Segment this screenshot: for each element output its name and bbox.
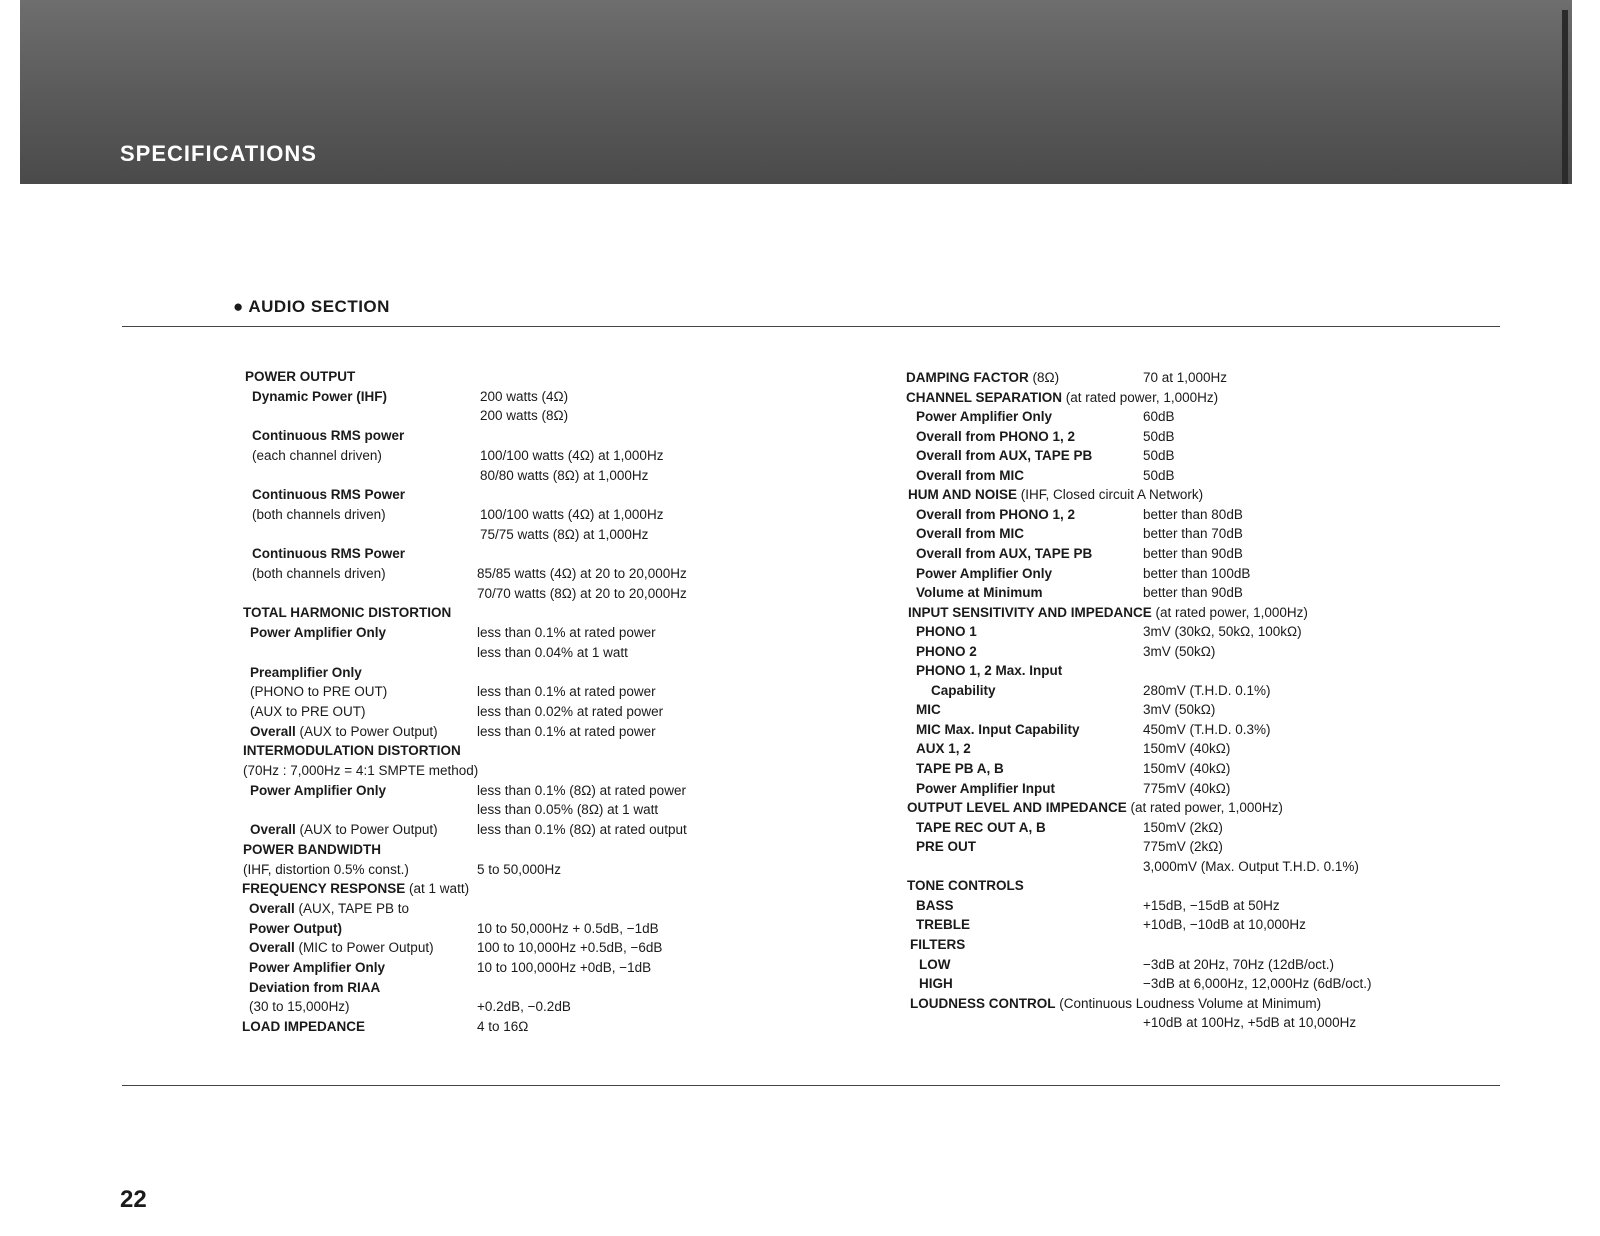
- spec-label-text: Overall from PHONO 1, 2: [916, 506, 1076, 522]
- spec-label-text: (IHF, distortion 0.5% const.): [243, 861, 409, 877]
- spec-value: 150mV (2kΩ): [1143, 819, 1223, 835]
- spec-value: −3dB at 6,000Hz, 12,000Hz (6dB/oct.): [1143, 976, 1372, 992]
- spec-value: less than 0.1% at rated power: [477, 684, 656, 700]
- spec-value: better than 70dB: [1143, 526, 1243, 542]
- spec-value: 60dB: [1143, 409, 1175, 425]
- spec-value: 775mV (2kΩ): [1143, 839, 1223, 855]
- bottom-divider: [122, 1085, 1500, 1086]
- spec-label-qualifier: (at rated power, 1,000Hz): [1151, 604, 1308, 620]
- spec-label: [907, 800, 1283, 815]
- spec-label: [243, 842, 381, 857]
- spec-label-text: Volume at Minimum: [916, 585, 1043, 601]
- spec-label: [916, 448, 1092, 463]
- spec-label-text: TAPE PB A, B: [916, 761, 1004, 776]
- spec-label: [249, 921, 342, 936]
- spec-label-text: OUTPUT LEVEL AND IMPEDANCE: [907, 800, 1127, 816]
- spec-value: 200 watts (4Ω): [480, 388, 569, 404]
- spec-label-qualifier: (Continuous Loudness Volume at Minimum): [1055, 995, 1322, 1011]
- spec-label-text: PHONO 2: [916, 643, 977, 659]
- spec-value: 50dB: [1143, 448, 1175, 464]
- spec-label: [916, 585, 1043, 600]
- spec-value: less than 0.02% at rated power: [477, 703, 664, 719]
- spec-label-text: LOUDNESS CONTROL: [910, 995, 1056, 1011]
- spec-label-text: (30 to 15,000Hz): [249, 999, 350, 1015]
- spec-label-text: MIC: [916, 702, 941, 718]
- spec-label: [908, 605, 1308, 620]
- spec-label: [907, 878, 1024, 893]
- spec-label-text: Continuous RMS Power: [252, 487, 405, 503]
- spec-value: +10dB at 100Hz, +5dB at 10,000Hz: [1143, 1015, 1357, 1031]
- spec-label-text: Continuous RMS Power: [252, 546, 405, 562]
- spec-label-text: HIGH: [919, 976, 953, 992]
- spec-label-text: Overall from AUX, TAPE PB: [916, 448, 1093, 464]
- spec-label: [242, 881, 469, 896]
- spec-label: [916, 468, 1024, 483]
- spec-value: 3mV (50kΩ): [1143, 702, 1216, 718]
- spec-label: [908, 487, 1203, 502]
- spec-value: 150mV (40kΩ): [1143, 741, 1231, 757]
- spec-label-text: Preamplifier Only: [250, 664, 362, 680]
- spec-label: [916, 781, 1055, 796]
- spec-value: +15dB, −15dB at 50Hz: [1143, 897, 1280, 913]
- spec-value: 100/100 watts (4Ω) at 1,000Hz: [480, 506, 664, 522]
- spec-label-text: POWER OUTPUT: [245, 369, 356, 384]
- spec-label-qualifier: (AUX, TAPE PB to: [294, 900, 410, 916]
- spec-value: 150mV (40kΩ): [1143, 761, 1231, 776]
- spec-label-qualifier: (at 1 watt): [405, 881, 470, 897]
- spec-label-text: DAMPING FACTOR: [906, 370, 1029, 385]
- spec-label-text: (both channels driven): [252, 566, 386, 581]
- spec-value: less than 0.1% (8Ω) at rated output: [477, 822, 687, 838]
- spec-label-text: Power Amplifier Only: [916, 409, 1053, 425]
- spec-label: [249, 960, 385, 975]
- spec-label-text: Overall from MIC: [916, 526, 1025, 542]
- spec-label-text: Capability: [931, 682, 996, 698]
- spec-label: [910, 937, 965, 952]
- spec-label-text: POWER BANDWIDTH: [243, 841, 381, 857]
- spec-label-text: Overall: [250, 723, 296, 739]
- spec-label-text: Overall from PHONO 1, 2: [916, 428, 1076, 444]
- spec-label: [916, 663, 1062, 678]
- spec-value: 85/85 watts (4Ω) at 20 to 20,000Hz: [477, 566, 687, 581]
- spec-value: 50dB: [1143, 467, 1175, 483]
- spec-label: [916, 917, 970, 932]
- spec-label-text: PHONO 1, 2 Max. Input: [916, 663, 1063, 679]
- spec-label-text: (70Hz : 7,000Hz = 4:1 SMPTE method): [243, 763, 479, 778]
- spec-value: better than 80dB: [1143, 506, 1243, 522]
- spec-label: [252, 507, 386, 522]
- spec-label: [242, 1019, 365, 1034]
- spec-label: [916, 839, 976, 854]
- spec-label: [249, 940, 434, 955]
- spec-label-text: Power Amplifier Input: [916, 780, 1056, 796]
- page-title: SPECIFICATIONS: [120, 141, 317, 166]
- spec-label-text: Overall: [249, 900, 295, 916]
- spec-label: [252, 389, 387, 404]
- spec-label-text: Deviation from RIAA: [249, 979, 381, 995]
- spec-label: [916, 546, 1092, 561]
- spec-label: [916, 741, 971, 756]
- banner-edge-shadow: [1562, 10, 1568, 184]
- spec-value: 100 to 10,000Hz +0.5dB, −6dB: [477, 940, 663, 956]
- spec-value: better than 100dB: [1143, 565, 1251, 581]
- spec-label-text: MIC Max. Input Capability: [916, 721, 1080, 737]
- spec-label-qualifier: (8Ω): [1028, 370, 1060, 385]
- spec-label: [249, 999, 350, 1014]
- spec-label-text: Overall from AUX, TAPE PB: [916, 545, 1093, 561]
- spec-label-text: BASS: [916, 897, 954, 913]
- spec-label-text: TAPE REC OUT A, B: [916, 819, 1046, 835]
- spec-label-text: Overall: [250, 822, 296, 838]
- spec-value: less than 0.04% at 1 watt: [477, 644, 628, 660]
- spec-label-text: LOW: [919, 956, 951, 972]
- spec-label: [243, 763, 478, 778]
- top-divider: [122, 326, 1500, 327]
- spec-value: better than 90dB: [1143, 545, 1243, 561]
- spec-value: less than 0.05% (8Ω) at 1 watt: [477, 802, 659, 818]
- spec-label-text: Dynamic Power (IHF): [252, 388, 388, 404]
- spec-value: less than 0.1% at rated power: [477, 723, 656, 739]
- spec-label: [916, 644, 977, 659]
- spec-label: [919, 957, 951, 972]
- spec-label-text: AUX 1, 2: [916, 741, 971, 757]
- spec-label: [249, 980, 380, 995]
- spec-value: 75/75 watts (8Ω) at 1,000Hz: [480, 526, 649, 542]
- spec-label: [250, 724, 438, 739]
- spec-value: less than 0.1% at rated power: [477, 625, 656, 641]
- spec-label: [916, 624, 977, 639]
- spec-label: [245, 369, 355, 384]
- spec-value: 100/100 watts (4Ω) at 1,000Hz: [480, 447, 664, 463]
- spec-label-text: Continuous RMS power: [252, 428, 405, 444]
- spec-label: [249, 901, 409, 916]
- spec-label-text: Power Amplifier Only: [250, 782, 387, 798]
- spec-label: [916, 409, 1052, 424]
- spec-value: +10dB, −10dB at 10,000Hz: [1143, 917, 1306, 933]
- spec-label: [250, 783, 386, 798]
- spec-label: [243, 743, 461, 758]
- spec-value: 3mV (30kΩ, 50kΩ, 100kΩ): [1143, 624, 1302, 640]
- spec-value: better than 90dB: [1143, 585, 1243, 601]
- spec-label: [252, 487, 405, 502]
- spec-label-text: PHONO 1: [916, 624, 977, 640]
- spec-label: [243, 605, 451, 620]
- spec-value: 50dB: [1143, 428, 1175, 444]
- spec-label-text: TONE CONTROLS: [907, 878, 1024, 894]
- spec-label: [916, 820, 1046, 835]
- section-heading: ● AUDIO SECTION: [233, 297, 390, 316]
- spec-label: [250, 704, 366, 719]
- spec-label: [919, 976, 953, 991]
- spec-label-qualifier: (AUX to Power Output): [295, 822, 438, 838]
- spec-value: 70/70 watts (8Ω) at 20 to 20,000Hz: [477, 585, 687, 601]
- spec-label: [916, 761, 1004, 776]
- spec-label-qualifier: (AUX to Power Output): [295, 723, 438, 739]
- spec-label-text: INTERMODULATION DISTORTION: [243, 743, 461, 759]
- spec-label-text: HUM AND NOISE: [908, 487, 1018, 503]
- spec-label: [916, 722, 1080, 737]
- spec-value: 80/80 watts (8Ω) at 1,000Hz: [480, 467, 649, 483]
- spec-label-text: (both channels driven): [252, 506, 386, 522]
- spec-label: [916, 526, 1024, 541]
- spec-value: 70 at 1,000Hz: [1143, 370, 1228, 385]
- spec-label: [931, 683, 996, 698]
- spec-label: [906, 370, 1059, 385]
- spec-label: [910, 996, 1321, 1011]
- spec-label: [916, 429, 1075, 444]
- spec-label: [250, 684, 387, 699]
- spec-value: 10 to 100,000Hz +0dB, −1dB: [477, 960, 652, 975]
- spec-label-text: INPUT SENSITIVITY AND IMPEDANCE: [908, 604, 1152, 620]
- spec-label-text: Power Amplifier Only: [916, 565, 1053, 581]
- page-number: 22: [120, 1186, 147, 1213]
- spec-value: 5 to 50,000Hz: [477, 861, 562, 877]
- spec-label-text: CHANNEL SEPARATION: [906, 389, 1063, 405]
- spec-label-text: Power Output): [249, 920, 342, 936]
- spec-label: [916, 507, 1075, 522]
- spec-label-text: FREQUENCY RESPONSE: [242, 881, 406, 897]
- spec-label: [906, 390, 1218, 405]
- spec-value: 4 to 16Ω: [477, 1019, 529, 1035]
- spec-label-qualifier: (at rated power, 1,000Hz): [1126, 800, 1283, 816]
- spec-label: [250, 822, 438, 837]
- spec-label-qualifier: (IHF, Closed circuit A Network): [1017, 487, 1204, 503]
- spec-value: 3mV (50kΩ): [1143, 643, 1216, 659]
- spec-label-text: Power Amplifier Only: [250, 625, 387, 641]
- spec-value: 280mV (T.H.D. 0.1%): [1143, 682, 1271, 698]
- spec-label-text: (PHONO to PRE OUT): [250, 684, 388, 700]
- spec-label-text: TOTAL HARMONIC DISTORTION: [243, 605, 452, 621]
- spec-label: [252, 428, 404, 443]
- spec-value: less than 0.1% (8Ω) at rated power: [477, 782, 686, 798]
- spec-label: [250, 665, 362, 680]
- spec-value: −3dB at 20Hz, 70Hz (12dB/oct.): [1143, 956, 1334, 972]
- spec-label-text: PRE OUT: [916, 839, 977, 855]
- spec-label: [243, 862, 409, 877]
- spec-label-qualifier: (MIC to Power Output): [294, 940, 434, 956]
- spec-value: 200 watts (8Ω): [480, 408, 569, 424]
- spec-label: [252, 546, 405, 561]
- spec-label: [252, 566, 386, 581]
- spec-label-text: LOAD IMPEDANCE: [242, 1019, 366, 1035]
- spec-label: [916, 702, 941, 717]
- spec-label-text: Overall: [249, 940, 295, 956]
- spec-label: [916, 566, 1052, 581]
- spec-value: 450mV (T.H.D. 0.3%): [1143, 721, 1271, 737]
- spec-label-text: Overall from MIC: [916, 467, 1025, 483]
- spec-value: 10 to 50,000Hz + 0.5dB, −1dB: [477, 920, 659, 936]
- spec-value: 3,000mV (Max. Output T.H.D. 0.1%): [1143, 858, 1359, 874]
- spec-value: 775mV (40kΩ): [1143, 780, 1231, 796]
- spec-value: +0.2dB, −0.2dB: [477, 999, 571, 1015]
- spec-label-qualifier: (at rated power, 1,000Hz): [1062, 389, 1219, 405]
- spec-label-text: Power Amplifier Only: [249, 960, 386, 975]
- spec-label: [252, 448, 382, 463]
- spec-label-text: TREBLE: [916, 917, 970, 933]
- spec-label-text: (each channel driven): [252, 447, 382, 463]
- spec-label-text: FILTERS: [910, 936, 966, 952]
- spec-label: [916, 898, 954, 913]
- spec-label-text: (AUX to PRE OUT): [250, 703, 366, 719]
- spec-label: [250, 625, 386, 640]
